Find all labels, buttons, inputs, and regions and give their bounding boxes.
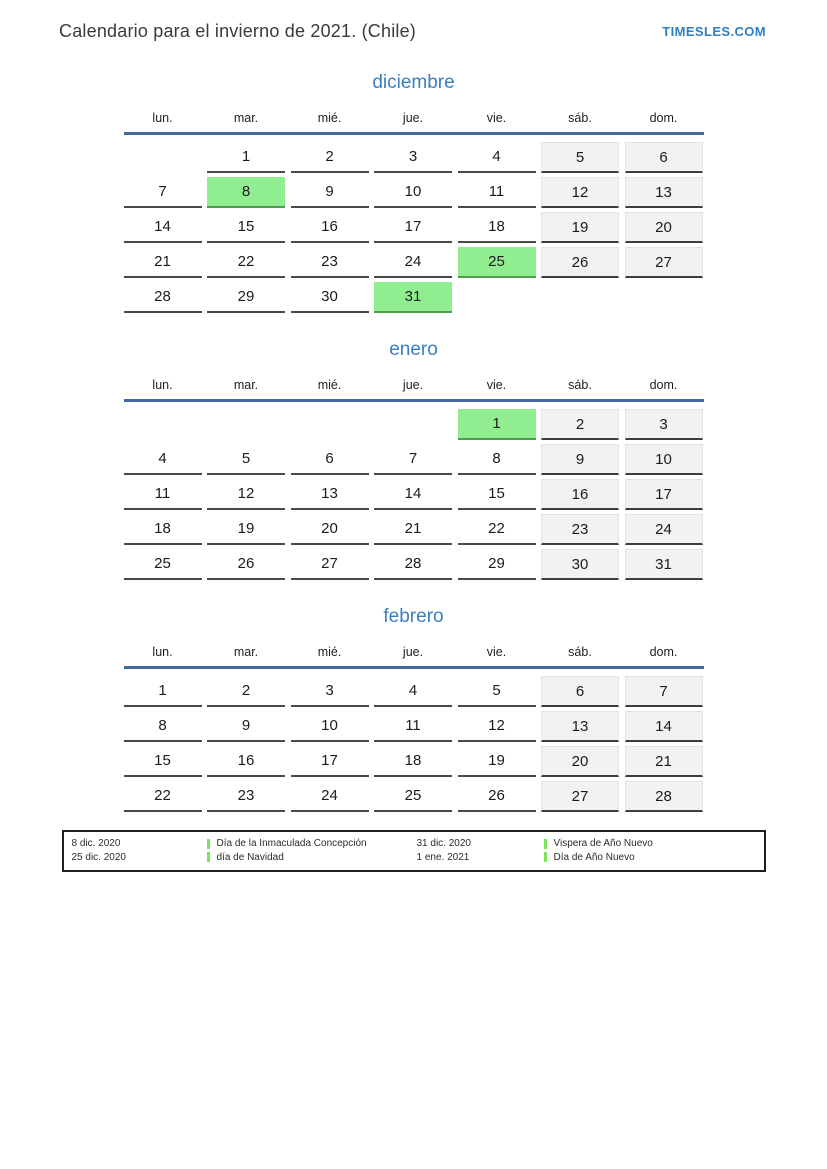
weekday-header: jue. (402, 378, 424, 392)
month-grid (124, 142, 704, 313)
weekend-day-cell: 26 (541, 247, 619, 278)
day-cell: 9 (207, 711, 285, 742)
month-title-enero: enero (389, 339, 438, 360)
weekend-day-cell: 27 (625, 247, 703, 278)
weekday-header: lun. (152, 378, 173, 392)
week-row (124, 781, 704, 812)
day-cell: 28 (124, 282, 202, 313)
weekday-header: lun. (152, 645, 173, 659)
day-cell: 4 (124, 444, 202, 475)
day-cell: 22 (124, 781, 202, 812)
empty-cell (541, 282, 619, 313)
legend-entry (544, 837, 754, 851)
day-cell: 28 (374, 549, 452, 580)
day-cell: 19 (458, 746, 536, 777)
day-cell: 7 (374, 444, 452, 475)
weekend-day-cell: 9 (541, 444, 619, 475)
weekend-day-cell: 13 (625, 177, 703, 208)
day-cell: 3 (374, 142, 452, 173)
weekday-header: vie. (486, 111, 507, 125)
day-cell: 8 (458, 444, 536, 475)
weekend-day-cell: 28 (625, 781, 703, 812)
day-cell: 29 (458, 549, 536, 580)
weekend-day-cell: 31 (625, 549, 703, 580)
week-row (124, 514, 704, 545)
holiday-marker-icon (207, 839, 210, 849)
month-title-diciembre: diciembre (372, 72, 455, 93)
empty-cell (124, 142, 202, 173)
day-cell: 12 (458, 711, 536, 742)
weekday-header: mar. (233, 378, 259, 392)
month-febrero (124, 606, 704, 812)
week-row (124, 142, 704, 173)
empty-cell (124, 409, 202, 440)
weekend-day-cell: 20 (625, 212, 703, 243)
day-cell: 20 (291, 514, 369, 545)
weekend-day-cell: 13 (541, 711, 619, 742)
day-cell: 5 (207, 444, 285, 475)
weekday-header: mar. (233, 111, 259, 125)
legend-date: 1 ene. 2021 (416, 851, 470, 863)
weekend-day-cell: 3 (625, 409, 703, 440)
legend-date: 31 dic. 2020 (416, 838, 471, 849)
week-row (124, 409, 704, 440)
holiday-day-cell: 1 (458, 409, 536, 440)
day-cell: 25 (124, 549, 202, 580)
day-cell: 1 (124, 676, 202, 707)
weekend-day-cell: 14 (625, 711, 703, 742)
day-cell: 2 (291, 142, 369, 173)
week-row (124, 212, 704, 243)
legend-box (62, 830, 766, 872)
weekday-header: vie. (486, 378, 507, 392)
day-cell: 12 (207, 479, 285, 510)
weekend-day-cell: 6 (541, 676, 619, 707)
month-title-febrero: febrero (383, 606, 444, 627)
weekday-header: mié. (317, 645, 342, 659)
weekend-day-cell: 19 (541, 212, 619, 243)
empty-cell (207, 409, 285, 440)
week-row (124, 177, 704, 208)
week-row (124, 676, 704, 707)
day-cell: 18 (458, 212, 536, 243)
page-header (0, 0, 827, 42)
day-cell: 24 (291, 781, 369, 812)
weekend-day-cell: 7 (625, 676, 703, 707)
week-row (124, 711, 704, 742)
day-cell: 14 (124, 212, 202, 243)
month-diciembre (124, 72, 704, 313)
weekend-day-cell: 2 (541, 409, 619, 440)
day-cell: 22 (458, 514, 536, 545)
day-cell: 9 (291, 177, 369, 208)
weekday-header: dom. (649, 645, 678, 659)
weekday-header: jue. (402, 111, 424, 125)
week-row (124, 444, 704, 475)
holiday-day-cell: 31 (374, 282, 452, 313)
weekend-day-cell: 5 (541, 142, 619, 173)
weekend-day-cell: 12 (541, 177, 619, 208)
legend-label: Vispera de Año Nuevo (553, 838, 653, 849)
day-cell: 23 (291, 247, 369, 278)
weekend-day-cell: 20 (541, 746, 619, 777)
day-cell: 26 (458, 781, 536, 812)
weekday-header: lun. (152, 111, 173, 125)
day-cell: 30 (291, 282, 369, 313)
day-cell: 4 (374, 676, 452, 707)
day-cell: 19 (207, 514, 285, 545)
day-cell: 11 (374, 711, 452, 742)
legend-dates-group-2 (417, 837, 544, 864)
day-cell: 17 (291, 746, 369, 777)
day-cell: 14 (374, 479, 452, 510)
empty-cell (625, 282, 703, 313)
day-cell: 18 (374, 746, 452, 777)
day-cell: 13 (291, 479, 369, 510)
weekend-day-cell: 24 (625, 514, 703, 545)
legend-names-group-2 (544, 837, 754, 864)
day-cell: 27 (291, 549, 369, 580)
weekday-header: dom. (649, 111, 678, 125)
weekday-header: jue. (402, 645, 424, 659)
holiday-day-cell: 25 (458, 247, 536, 278)
empty-cell (458, 282, 536, 313)
day-cell: 26 (207, 549, 285, 580)
week-row (124, 746, 704, 777)
weekend-day-cell: 21 (625, 746, 703, 777)
day-cell: 4 (458, 142, 536, 173)
holiday-marker-icon (544, 839, 547, 849)
week-row (124, 479, 704, 510)
day-cell: 22 (207, 247, 285, 278)
month-enero (124, 339, 704, 580)
week-row (124, 247, 704, 278)
day-cell: 11 (458, 177, 536, 208)
day-cell: 15 (207, 212, 285, 243)
day-cell: 10 (374, 177, 452, 208)
legend-dates-group-1 (72, 837, 207, 864)
day-cell: 24 (374, 247, 452, 278)
weekday-header-row (124, 378, 704, 402)
weekday-header: mar. (233, 645, 259, 659)
weekday-header-row (124, 111, 704, 135)
weekend-day-cell: 10 (625, 444, 703, 475)
day-cell: 16 (207, 746, 285, 777)
weekday-header: vie. (486, 645, 507, 659)
page-title: Calendario para el invierno de 2021. (Chile) (59, 21, 417, 41)
week-row (124, 282, 704, 313)
day-cell: 16 (291, 212, 369, 243)
weekend-day-cell: 27 (541, 781, 619, 812)
holiday-marker-icon (544, 852, 547, 862)
weekday-header-row (124, 645, 704, 669)
brand-link[interactable]: TIMESLES.COM (662, 24, 766, 39)
weekend-day-cell: 16 (541, 479, 619, 510)
day-cell: 15 (458, 479, 536, 510)
day-cell: 8 (124, 711, 202, 742)
day-cell: 7 (124, 177, 202, 208)
empty-cell (291, 409, 369, 440)
legend-date: 25 dic. 2020 (71, 851, 126, 863)
day-cell: 21 (124, 247, 202, 278)
day-cell: 15 (124, 746, 202, 777)
day-cell: 10 (291, 711, 369, 742)
legend-label: Día de la Inmaculada Concepción (216, 838, 367, 849)
month-grid (124, 409, 704, 580)
legend-entry (207, 837, 417, 851)
weekend-day-cell: 30 (541, 549, 619, 580)
day-cell: 6 (291, 444, 369, 475)
legend-label: Día de Año Nuevo (553, 851, 635, 863)
weekday-header: mié. (317, 111, 342, 125)
day-cell: 23 (207, 781, 285, 812)
weekend-day-cell: 23 (541, 514, 619, 545)
weekend-day-cell: 6 (625, 142, 703, 173)
legend-date: 8 dic. 2020 (71, 838, 121, 849)
legend-entry (544, 851, 754, 865)
day-cell: 3 (291, 676, 369, 707)
weekday-header: dom. (649, 378, 678, 392)
holiday-day-cell: 8 (207, 177, 285, 208)
weekday-header: mié. (317, 378, 342, 392)
day-cell: 17 (374, 212, 452, 243)
day-cell: 1 (207, 142, 285, 173)
day-cell: 11 (124, 479, 202, 510)
empty-cell (374, 409, 452, 440)
legend-names-group-1 (207, 837, 417, 864)
weekend-day-cell: 17 (625, 479, 703, 510)
day-cell: 18 (124, 514, 202, 545)
legend-entry (207, 851, 417, 865)
weekday-header: sáb. (568, 111, 592, 125)
day-cell: 25 (374, 781, 452, 812)
holiday-marker-icon (207, 852, 210, 862)
day-cell: 5 (458, 676, 536, 707)
day-cell: 2 (207, 676, 285, 707)
weekday-header: sáb. (568, 645, 592, 659)
weekday-header: sáb. (568, 378, 592, 392)
week-row (124, 549, 704, 580)
day-cell: 29 (207, 282, 285, 313)
day-cell: 21 (374, 514, 452, 545)
month-grid (124, 676, 704, 812)
legend-label: día de Navidad (216, 851, 284, 863)
